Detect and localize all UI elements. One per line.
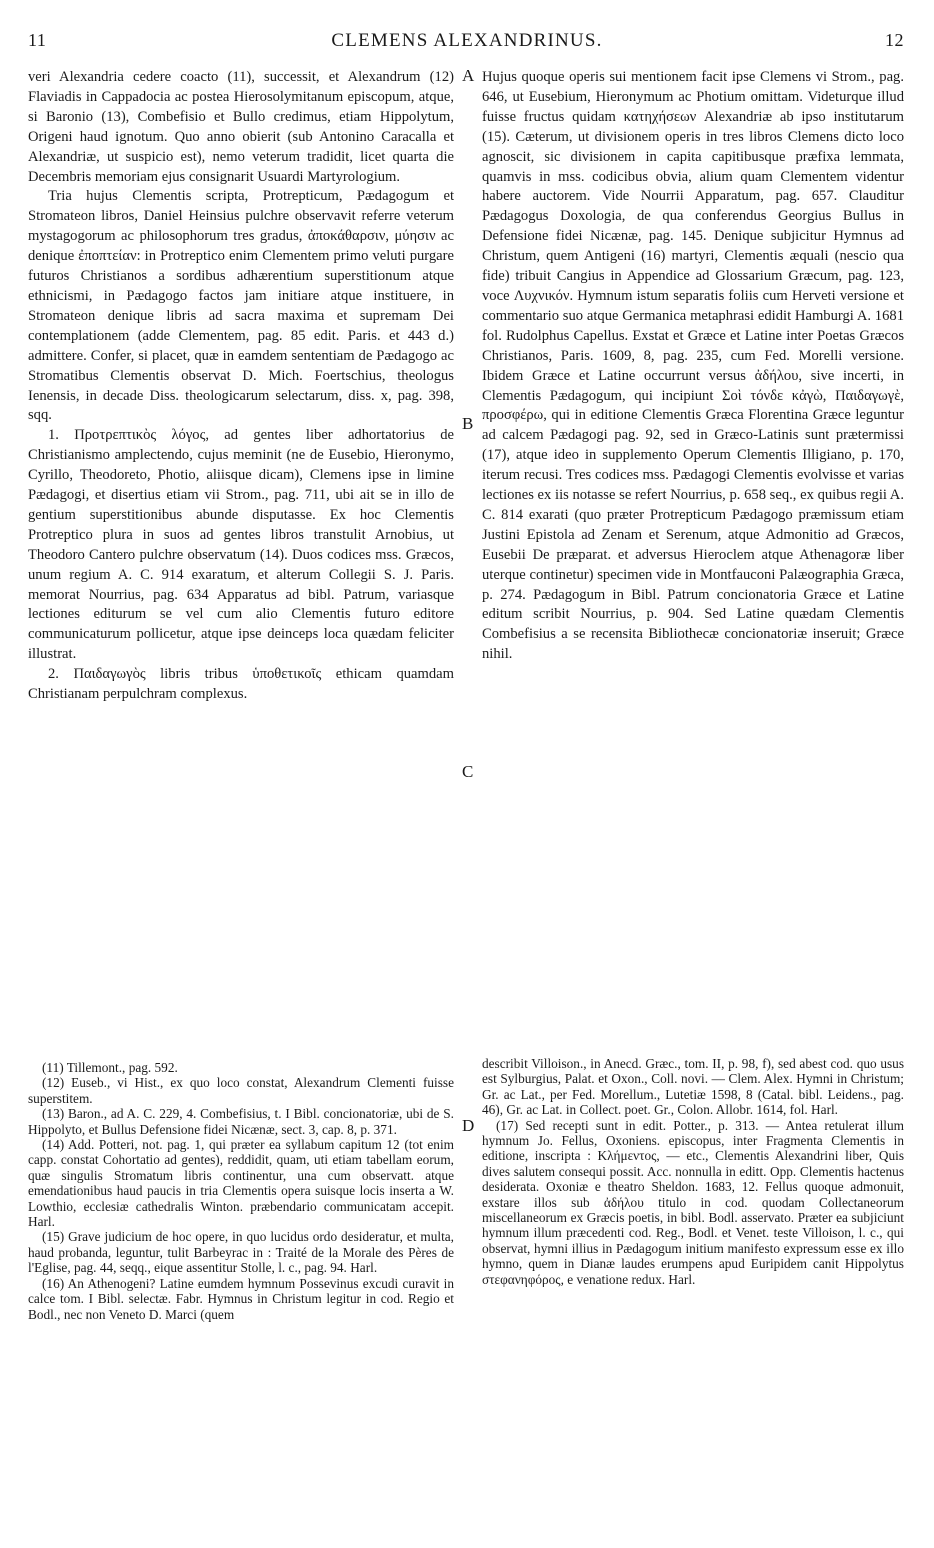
- footnote: (12) Euseb., vi Hist., ex quo loco constat, Alexandrum Clementi fuisse superstitem.: [28, 1075, 454, 1106]
- margin-marker-d: D: [462, 1116, 475, 1135]
- footnote: (17) Sed recepti sunt in edit. Potter., p. 313. — Antea retulerat illum hymnum Jo. Fellus, Oxoniens. episcopus, inter Fragmenta Clementis in editione, inscripta : Κλήμεντος, — etc., Clementis Alexandrini liber, Quis dives salutem consequi possit. Acc. nonnulla in editt. Opp. Clementis hactenus desiderata. Oxoniæ e theatro Sheldon. 1683, 12. Fellus quoque admonuit, exstare illos sub ἀδήλου titulo in cod. quodam Collectaneorum miscellaneorum ex Græcis poetis, in bibl. Bodl. asservato. Præter ea subjiciunt hymnum illum præcedenti cod. Reg., Bodl. et Venet. teste Villoison, l. c., qui observat, hymni illius in Pædagogum initium manifesto expressum esse ex illo hymno, quem in Dianæ laudes erumpens apud Euripidem canit Hippolytus στεφανηφόρος, e venatione redux. Harl.: [482, 1117, 904, 1287]
- right-column-body: [482, 68, 904, 665]
- page-number-right: 12: [885, 30, 904, 50]
- paragraph: Hujus quoque operis sui mentionem facit ipse Clemens vi Strom., pag. 646, ut Eusebium, Hieronymum ac Photium omittam. Videturque illud fuisse fructus quidam κατηχήσεων Alexandriæ ab ipso institutarum (15). Cæterum, ut divisionem operis in tres libros Clemens dicto loco agnoscit, sic divisionem in capita capitibusque præfixa lemmata, quamvis in mss. codicibus obvia, alium quam Clementem videntur habere auctorem. Vide Nourrii Apparatum, pag. 657. Clauditur Pædagogus Doxologia, de qua conferendus Georgius Bullus in Defensione fidei Nicænæ, pag. 145. Denique subjicitur Hymnus ad Christum, quem Antigeni (16) martyri, Clementis æquali (nescio qua fide) tribuit Cangius in Appendice ad Glossarium Græcum, pag. 123, voce Λυχνικόν. Hymnum istum separatis foliis cum Herveti versione et commentario suo atque Germanica metaphrasi edidit Hamburgi A. 1681 fol. Rudolphus Capellus. Exstat et Græce et Latine inter Poetas Græcos Christianos, Paris. 1609, 8, pag. 235, cum Fed. Morelli versione. Ibidem Græce et Latine occurrunt versus ἀδήλου, sive incerti, in Clementis Pædagogum, qui incipiunt Σοὶ τόνδε κἀγὼ, Παιδαγωγὲ, προσφέρω, qui in editione Clementis Græca Florentina Græce leguntur ad calcem Pædagogi pag. 92, sed in Græco-Latinis sunt prætermissi (17), atque ideo in supplemento Operum Clementis Illigiano, p. 170, iterum recusi. Tres codices mss. Pædagogi Clementis evolvisse et varias lectiones ex iis notasse se refert Nourrius, p. 658 seq., ex quibus regii A. C. 814 exarati (quo præter Protrepticum Pædagogo præmissum etiam Justini Epistola ad Zenam et Serenum, atque Admonitio ad Græcos, Eusebii De præparat. et adversus Hieroclem atque Athenagoræ liber uterque continetur) specimen vide in Montfauconi Palæographia Græca, p. 274. Pædagogum in Bibl. Patrum concionatoria Græce et Latine editum scribit Nourrius, p. 904. Sed Latine quædam Clementis Combefisius a se recensita Bibliothecæ concionatoriæ inseruit; Græce nihil.: [482, 69, 904, 663]
- margin-marker-c: C: [462, 762, 474, 781]
- paragraph: 2. Παιδαγωγὸς libris tribus ὑποθετικοῖς ethicam quamdam Christianam perpulchram complexus.: [28, 666, 454, 703]
- paragraph: 1. Προτρεπτικὸς λόγος, ad gentes liber adhortatorius de Christianismo amplectendo, cujus meminit (ne de Eusebio, Hieronymo, Cyrillo, Theodoreto, Photio, aliisque dicam), Clemens ipse in limine Pædagogi, et disertius etiam vii Strom., pag. 711, ubi ait se in illo de gentium superstitionibus abunde disputasse. Ex hoc Clementis Protreptico plura in suos ad gentes libros transtulit Arnobius, ut Theodoro Cantero pulchre observatum (14). Duos codices mss. Græcos, unum regium A. C. 914 exaratum, et alterum Collegii S. J. Paris. memorat Nourrius, pag. 634 Apparatus ad bibl. Patrum, variasque lectiones editurum se vel cum alio Clementis futuro editore communicaturum pollicetur, atque ipse deinceps loca quædam feliciter illustrat.: [28, 427, 454, 663]
- footnote: (16) An Athenogeni? Latine eumdem hymnum Possevinus excudi curavit in calce tom. I Bibl. selectæ. Fabr. Hymnus in Christum legitur in cod. Regio et Bodl., nec non Veneto D. Marci (quem: [28, 1275, 454, 1322]
- left-column-footnotes: [28, 1060, 454, 1322]
- paragraph: Tria hujus Clementis scripta, Protrepticum, Pædagogum et Stromateon libros, Daniel Heinsius pulchre observavit referre veterum mystagogorum ac philosophorum tres gradus, ἀποκάθαρσιν, μύησιν ac denique ἐποπτείαν: in Protreptico enim Clementem primo veluti purgare futuros Christianos a sordibus adhærentium superstitionum atque ethnicismi, in Pædagogo factos jam initiare atque instituere, in Stromateon denique libris ad sacra maxima et supremam Dei contemplationem (adde Clementem, pag. 85 edit. Paris. et 443 d.) admittere. Confer, si placet, quæ in eamdem sententiam de Pædagogo ac Stromatibus Clementis observat D. Mich. Foertschius, theologus Ienensis, in decade Diss. theologicarum selectarum, diss. x, pag. 398, sqq.: [28, 188, 454, 424]
- footnote: (14) Add. Potteri, not. pag. 1, qui præter ea syllabum capitum 12 (tot enim capp. constat Cohortatio ad gentes), reddidit, quam, uti etiam tabellam eorum, quæ singulis Stromatum libris continentur, una cum observatt. atque emendationibus haud paucis in tria Clementis opera suisque locis inserta a W. Lowthio, ecclesiæ cathedralis Winton. præbendario communicatam accepit. Harl.: [28, 1137, 454, 1230]
- footnote: (15) Grave judicium de hoc opere, in quo lucidus ordo desideratur, et multa, haud probanda, leguntur, tulit Barbeyrac in : Traité de la Morale des Pères de l'Eglise, pag. 44, seqq., eique assentitur Stolle, l. c., pag. 94. Harl.: [28, 1229, 454, 1276]
- footnote: (13) Baron., ad A. C. 229, 4. Combefisius, t. I Bibl. concionatoriæ, ubi de S. Hippolyto, et Bullus Defensione fidei Nicænæ, sect. 3, cap. 8, p. 371.: [28, 1106, 454, 1137]
- margin-marker-a: A: [462, 66, 475, 85]
- footnote: (11) Tillemont., pag. 592.: [42, 1060, 178, 1075]
- page-number-left: 11: [28, 30, 47, 50]
- footnote: describit Villoison., in Anecd. Græc., tom. II, p. 98, f), sed abest cod. quo usus est Sylburgius, Palat. et Oxon., Coll. novi. — Clem. Alex. Hymni in Christum; Gr. ac Lat., per Fed. Morellum., Lutetiæ 1598, 8 (Catal. bibl. Leidens., pag. 46), Gr. ac Lat. in Collect. poet. Gr., Colon. Allobr. 1614, fol. Harl.: [482, 1056, 904, 1118]
- left-column-body: [28, 68, 454, 705]
- paragraph: veri Alexandria cedere coacto (11), successit, et Alexandrum (12) Flaviadis in Cappadocia ac postea Hierosolymitanum episcopum, atque, si Baronio (13), Combefisio et Bullo credimus, etiam Hippolytum, Origeni haud ignotum. Quo anno obierit (sub Antonino Caracalla et Alexandriæ, ut suspicio est), nemo veterum tradidit, licet quarta die Decembris memoriam ejus consignarit Usuardi Martyrologium.: [28, 69, 454, 185]
- right-column-footnotes: [482, 1056, 904, 1287]
- margin-marker-b: B: [462, 414, 474, 433]
- running-title: CLEMENS ALEXANDRINUS.: [331, 30, 603, 51]
